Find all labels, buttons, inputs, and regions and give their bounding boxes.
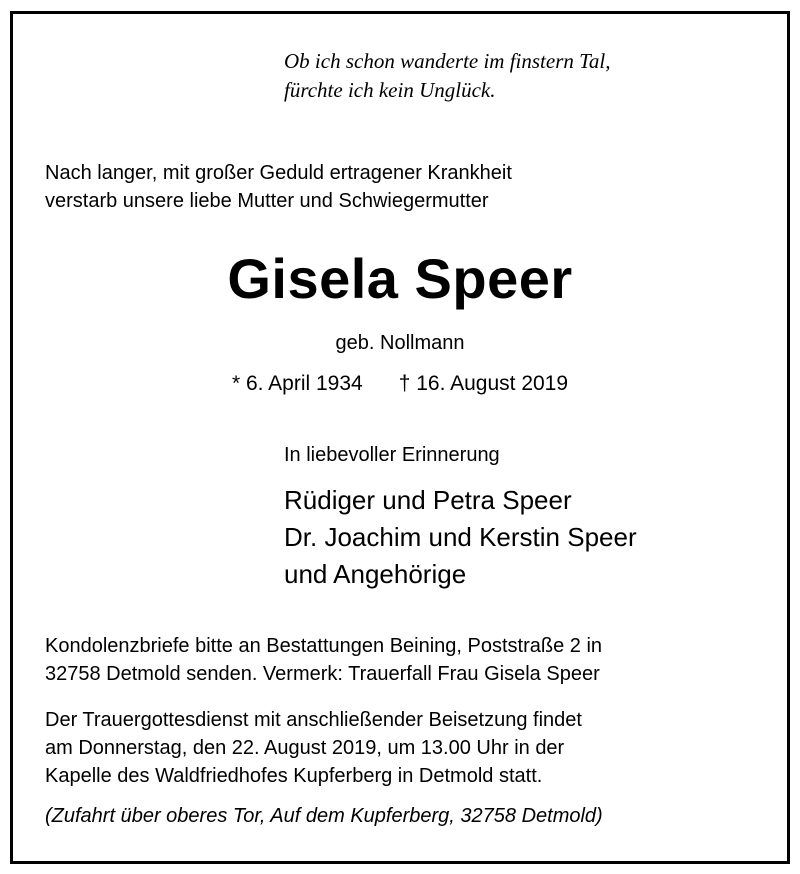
mourner-line-3: und Angehörige — [284, 559, 467, 589]
intro-line-2: verstarb unsere liebe Mutter und Schwiegermutter — [45, 190, 489, 212]
bible-verse — [284, 47, 610, 105]
service-info — [45, 706, 582, 790]
service-line-1: Der Trauergottesdienst mit anschließender Beisetzung findet — [45, 709, 582, 731]
mourner-names — [284, 482, 637, 593]
access-note: (Zufahrt über oberes Tor, Auf dem Kupferberg, 32758 Detmold) — [45, 805, 603, 827]
birth-name: geb. Nollmann — [335, 332, 465, 354]
service-line-3: Kapelle des Waldfriedhofes Kupferberg in Detmold statt. — [45, 765, 543, 787]
intro-text — [45, 159, 512, 215]
service-line-2: am Donnerstag, den 22. August 2019, um 13.00 Uhr in der — [45, 737, 565, 759]
intro-line-1: Nach langer, mit großer Geduld ertragener Krankheit — [45, 162, 512, 184]
mourner-line-1: Rüdiger und Petra Speer — [284, 485, 572, 515]
birth-date: * 6. April 1934 — [231, 372, 363, 395]
life-dates — [0, 370, 800, 398]
deceased-name: Gisela Speer — [227, 247, 573, 310]
mourner-line-2: Dr. Joachim und Kerstin Speer — [284, 522, 637, 552]
memory-heading: In liebevoller Erinnerung — [284, 444, 500, 466]
condolence-line-2: 32758 Detmold senden. Vermerk: Trauerfall Frau Gisela Speer — [45, 663, 600, 685]
death-date: † 16. August 2019 — [398, 372, 569, 395]
condolence-line-1: Kondolenzbriefe bitte an Bestattungen Beining, Poststraße 2 in — [45, 635, 603, 657]
verse-line-2: fürchte ich kein Unglück. — [284, 78, 496, 102]
condolence-info — [45, 632, 602, 688]
verse-line-1: Ob ich schon wanderte im finstern Tal, — [284, 49, 611, 73]
